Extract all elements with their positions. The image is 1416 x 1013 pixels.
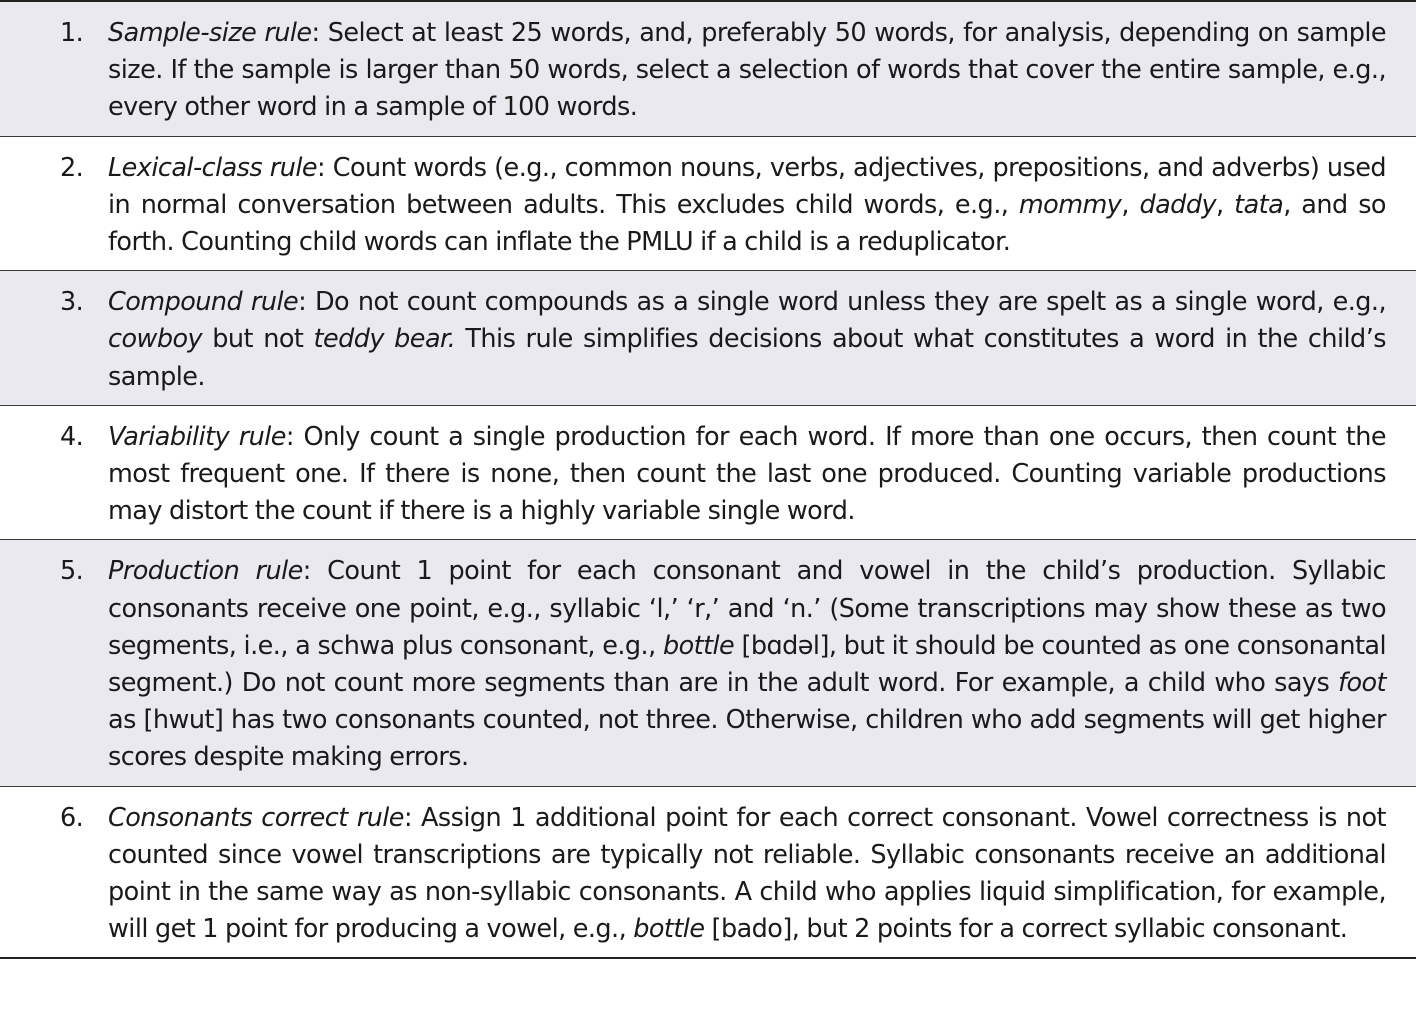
rule-row	[0, 786, 1416, 958]
rule-text-segment: : Count 1 point for each consonant and vowel in the child’s production. Syllabic consonants receive one point, e.g., syllabic ‘l,’ ‘r,’ and ‘n.’ (Some transcriptions may show these as two segments, i.e., a schwa plus consonant, e.g.,	[108, 556, 1387, 661]
rule-text-segment: as [hwut] has two consonants counted, not three. Otherwise, children who add segments will get higher scores despite making errors.	[108, 705, 1386, 773]
rule-text-segment: , and so forth. Counting child words can inflate the PMLU if a child is a reduplicator.	[108, 189, 1386, 258]
rule-number: 1.	[60, 18, 84, 48]
rule-row	[0, 2, 1416, 136]
rule-name: Consonants correct rule	[108, 802, 404, 833]
rule-text-segment: : Only count a single production for each word. If more than one occurs, then count the most frequent one. If there is none, then count the last one produced. Counting variable productions may distort the count if there is a highly variable single word.	[108, 421, 1386, 527]
rule-number: 5.	[60, 556, 84, 587]
rule-text-segment: : Select at least 25 words, and, preferably 50 words, for analysis, depending on sample size. If the sample is larger than 50 words, select a selection of words that cover the entire sample, e.g., every other word in a sample of 100 words.	[108, 18, 1387, 123]
rule-row	[0, 539, 1416, 785]
rule-text	[108, 287, 1386, 391]
rule-number: 2.	[60, 152, 84, 183]
rule-text-segment: but not	[202, 324, 314, 355]
rule-text-segment: [bɑdəl], but it should be counted as one consonantal segment.) Do not count more segments than are in the adult word. For example, a child who says	[108, 630, 1386, 699]
rule-text	[108, 153, 1386, 257]
italic-term: bottle	[662, 630, 735, 661]
rule-text-segment: ,	[1121, 189, 1140, 220]
rule-text-segment: This rule simplifies decisions about what constitutes a word in the child’s sample.	[108, 324, 1386, 392]
rule-body	[108, 556, 1386, 772]
rule-row	[0, 270, 1416, 405]
rule-name: Sample-size rule	[108, 18, 312, 48]
italic-term: teddy bear.	[313, 324, 456, 355]
rule-name: Lexical-class rule	[108, 152, 318, 183]
rule-number: 3.	[60, 287, 84, 318]
italic-term: cowboy	[108, 324, 203, 355]
rule-text-segment: : Count words (e.g., common nouns, verbs, adjectives, prepositions, and adverbs) used in normal conversation between adults. This excludes child words, e.g.,	[108, 152, 1386, 220]
rule-text	[108, 422, 1386, 526]
rule-name: Variability rule	[108, 421, 286, 452]
rule-number: 6.	[60, 802, 84, 833]
italic-term: bottle	[633, 914, 705, 945]
rule-text	[108, 803, 1386, 945]
rule-name: Compound rule	[108, 287, 299, 318]
rule-text-segment: [bado], but 2 points for a correct syllabic consonant.	[704, 914, 1348, 945]
italic-term: tata	[1234, 189, 1284, 220]
rule-number: 4.	[60, 421, 84, 452]
italic-term: mommy	[1018, 189, 1122, 220]
rule-body	[108, 422, 1386, 526]
rule-text-segment: : Do not count compounds as a single word unless they are spelt as a single word, e.g.,	[298, 287, 1387, 318]
rule-text-segment: : Assign 1 additional point for each correct consonant. Vowel correctness is not counted since vowel transcriptions are typically not reliable. Syllabic consonants receive an additional point in the same way as non-syllabic consonants. A child who applies liquid simplification, for example, will get 1 point for producing a vowel, e.g.,	[108, 802, 1387, 945]
rule-text-segment: ,	[1216, 189, 1235, 220]
rule-text	[108, 18, 1386, 122]
rule-row	[0, 136, 1416, 271]
rule-row	[0, 405, 1416, 540]
italic-term: foot	[1338, 668, 1386, 699]
italic-term: daddy	[1139, 189, 1216, 220]
rule-body	[108, 287, 1386, 391]
rule-text	[108, 556, 1386, 772]
rule-name: Production rule	[108, 556, 303, 587]
